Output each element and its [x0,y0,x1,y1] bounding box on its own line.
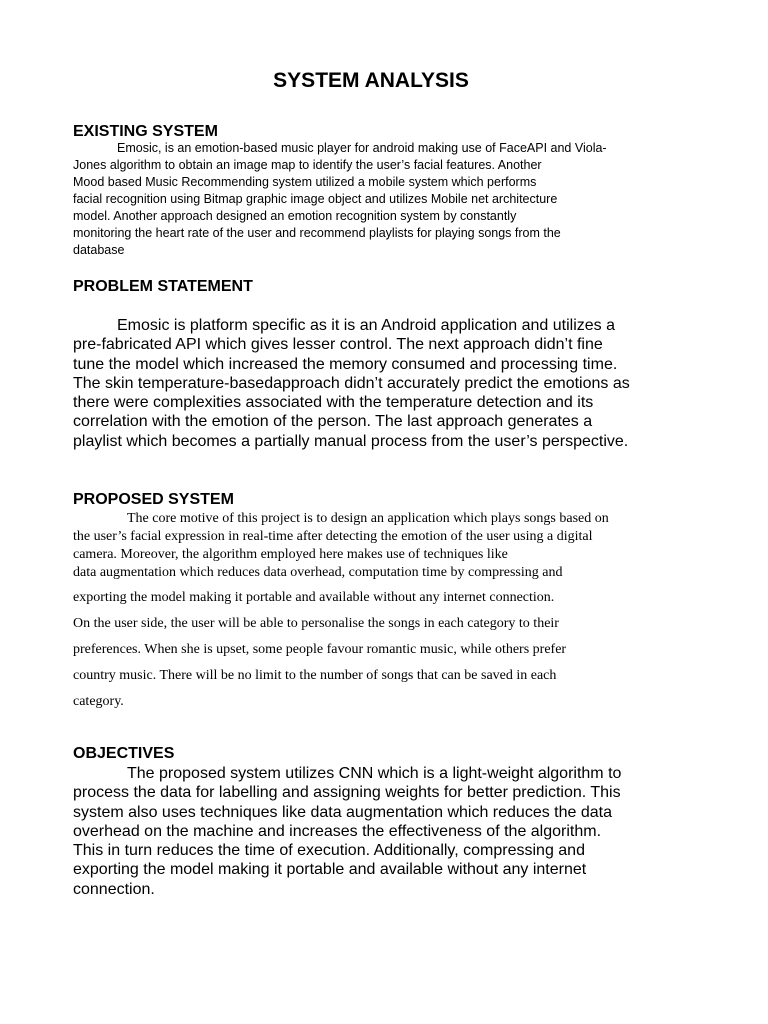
paragraph-line: category. [73,694,124,709]
proposed-system-heading: PROPOSED SYSTEM [73,491,234,508]
paragraph-line: exporting the model making it portable and available without any internet [73,861,587,879]
problem-statement-paragraph [73,316,630,451]
paragraph-line: country music. There will be no limit to the number of songs that can be saved in each [73,668,557,683]
paragraph-line: facial recognition using Bitmap graphic image object and utilizes Mobile net architecture [73,192,558,206]
paragraph-line: The proposed system utilizes CNN which is a light-weight algorithm to [127,765,622,782]
paragraph-line: Emosic, is an emotion-based music player for android making use of FaceAPI and Viola- [117,141,607,155]
paragraph-line: overhead on the machine and increases the effectiveness of the algorithm. [73,822,602,840]
paragraph-line: database [73,243,125,257]
problem-statement-heading: PROBLEM STATEMENT [73,278,253,295]
paragraph-line: playlist which becomes a partially manual process from the user’s perspective. [73,432,629,450]
paragraph-line: tune the model which increased the memory consumed and processing time. [73,355,618,373]
objectives-paragraph [73,764,621,899]
paragraph-line: Emosic is platform specific as it is an Android application and utilizes a [117,317,616,334]
paragraph-line: The core motive of this project is to design an application which plays songs based on [127,511,609,526]
paragraph-line: connection. [73,880,155,898]
paragraph-line: camera. Moreover, the algorithm employed here makes use of techniques like [73,547,508,562]
page-title: SYSTEM ANALYSIS [273,69,469,92]
paragraph-line: preferences. When she is upset, some people favour romantic music, while others prefer [73,642,567,657]
paragraph-line: Jones algorithm to obtain an image map to identify the user’s facial features. Another [73,158,542,172]
proposed-system-paragraph [73,510,609,582]
paragraph-line: the user’s facial expression in real-time after detecting the emotion of the user using a digital [73,529,593,544]
paragraph-line: system also uses techniques like data augmentation which reduces the data [73,803,612,821]
proposed-system-paragraph-continued [73,585,566,715]
paragraph-line: pre-fabricated API which gives lesser control. The next approach didn’t fine [73,336,603,354]
paragraph-line: monitoring the heart rate of the user and recommend playlists for playing songs from the [73,226,561,240]
paragraph-line: data augmentation which reduces data overhead, computation time by compressing and [73,565,563,580]
paragraph-line: The skin temperature-basedapproach didn’t accurately predict the emotions as [73,374,630,392]
paragraph-line: exporting the model making it portable and available without any internet connection. [73,590,555,605]
existing-system-heading: EXISTING SYSTEM [73,123,218,140]
paragraph-line: process the data for labelling and assigning weights for better prediction. This [73,784,621,802]
paragraph-line: Mood based Music Recommending system utilized a mobile system which performs [73,175,537,189]
existing-system-paragraph [73,140,607,259]
paragraph-line: This in turn reduces the time of execution. Additionally, compressing and [73,842,585,860]
paragraph-line: On the user side, the user will be able to personalise the songs in each category to their [73,616,559,631]
paragraph-line: model. Another approach designed an emotion recognition system by constantly [73,209,517,223]
paragraph-line: correlation with the emotion of the person. The last approach generates a [73,413,593,431]
paragraph-line: there were complexities associated with the temperature detection and its [73,394,594,412]
objectives-heading: OBJECTIVES [73,745,175,762]
